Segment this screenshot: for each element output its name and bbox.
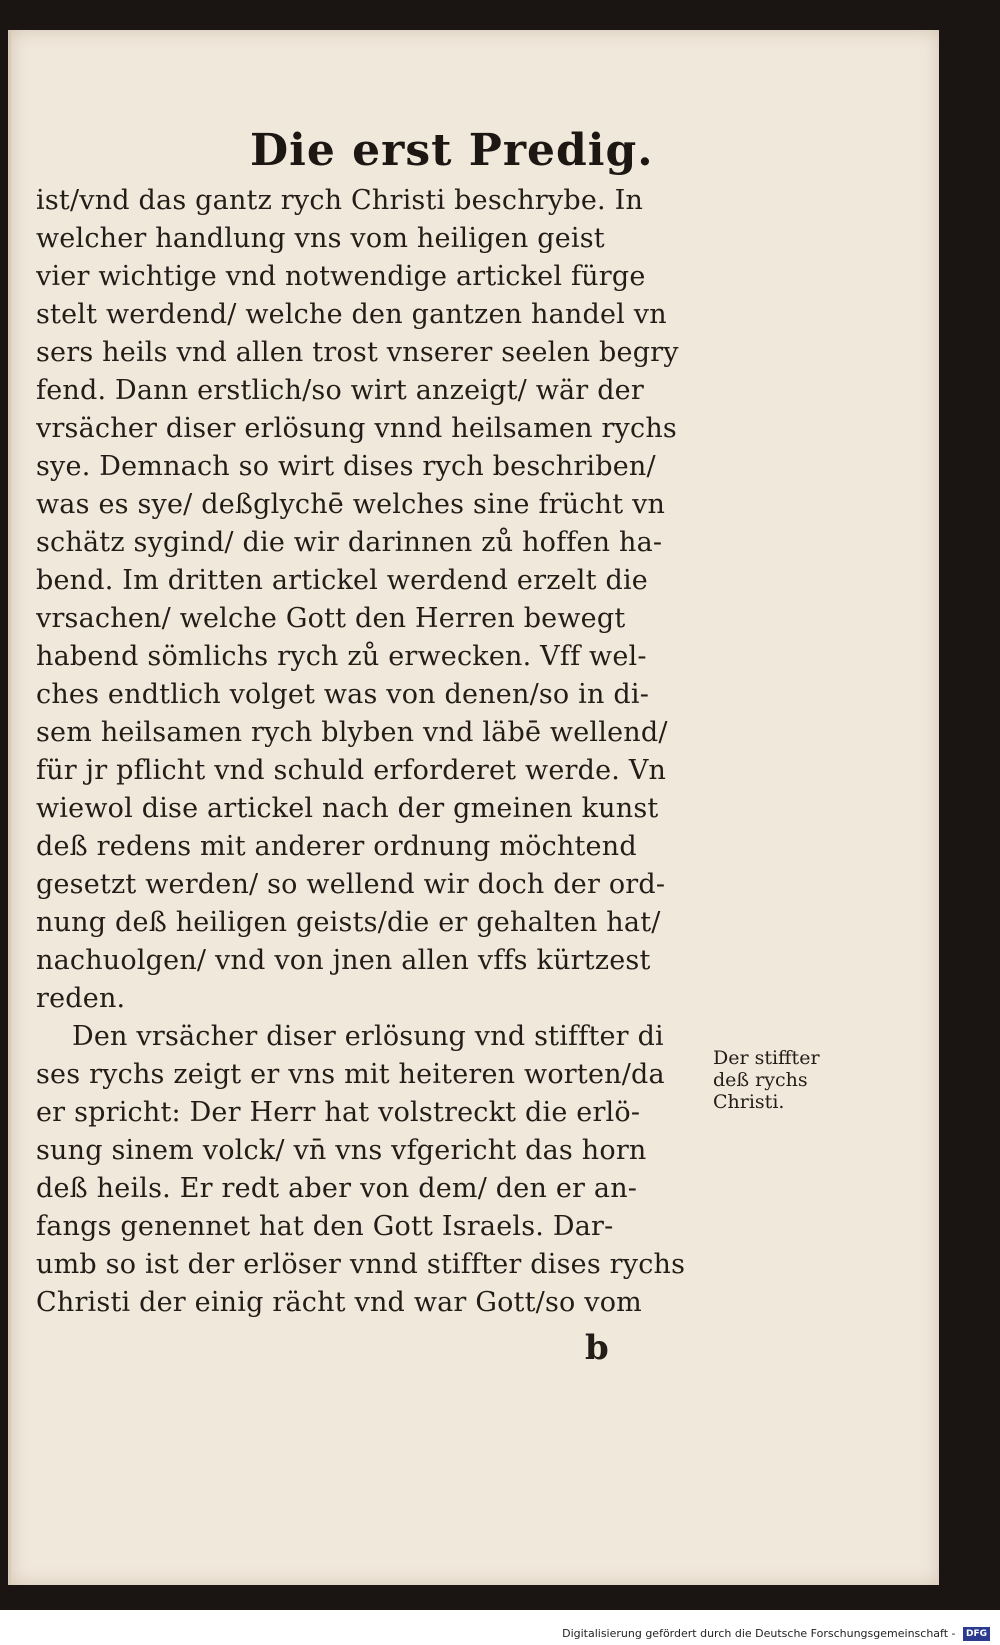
text-line: vrsächer diser erlösung vnnd heilsamen rychs — [36, 413, 677, 444]
page-heading: Die erst Predig. — [250, 125, 654, 176]
marginal-note-line: deß rychs — [713, 1069, 808, 1091]
text-line: nachuolgen/ vnd von jnen allen vffs kürtzest — [36, 945, 651, 976]
signature-mark: b — [585, 1328, 609, 1368]
marginal-note — [713, 1047, 843, 1113]
text-line: welcher handlung vns vom heiligen geist — [36, 223, 605, 254]
text-line: deß redens mit anderer ordnung möchtend — [36, 831, 637, 862]
marginal-note-line: Christi. — [713, 1091, 785, 1113]
text-line: wiewol dise artickel nach der gmeinen kunst — [36, 793, 659, 824]
text-line: bend. Im dritten artickel werdend erzelt die — [36, 565, 648, 596]
dfg-logo: DFG — [963, 1627, 990, 1641]
text-line: habend sömlichs rych zů erwecken. Vff wel- — [36, 641, 647, 672]
marginal-note-line: Der stiffter — [713, 1047, 820, 1069]
footer-credit-text: Digitalisierung gefördert durch die Deutsche Forschungsgemeinschaft - — [562, 1627, 956, 1640]
text-line: Christi der einig rächt vnd war Gott/so vom — [36, 1287, 642, 1318]
text-line: er spricht: Der Herr hat volstreckt die erlö- — [36, 1097, 641, 1128]
text-line: stelt werdend/ welche den gantzen handel vn — [36, 299, 667, 330]
text-line: Den vrsächer diser erlösung vnd stiffter di — [72, 1021, 664, 1052]
text-line: ses rychs zeigt er vns mit heiteren worten/da — [36, 1059, 665, 1090]
text-line: umb so ist der erlöser vnnd stiffter dises rychs — [36, 1249, 686, 1280]
text-line: sem heilsamen rych blyben vnd läbē wellend/ — [36, 717, 668, 748]
text-line: fangs genennet hat den Gott Israels. Dar- — [36, 1211, 614, 1242]
text-line: schätz sygind/ die wir darinnen zů hoffen ha- — [36, 527, 663, 558]
text-line: fend. Dann erstlich/so wirt anzeigt/ wär der — [36, 375, 644, 406]
text-line: sung sinem volck/ vn̄ vns vfgericht das horn — [36, 1135, 647, 1166]
text-line: deß heils. Er redt aber von dem/ den er an- — [36, 1173, 638, 1204]
text-line: ist/vnd das gantz rych Christi beschrybe. In — [36, 185, 644, 216]
text-line: vrsachen/ welche Gott den Herren bewegt — [36, 603, 626, 634]
text-line: ches endtlich volget was von denen/so in di- — [36, 679, 650, 710]
text-line: gesetzt werden/ so wellend wir doch der ord- — [36, 869, 666, 900]
footer-credit — [0, 1622, 1000, 1645]
text-line: was es sye/ deßglychē welches sine frücht vn — [36, 489, 666, 520]
text-line: reden. — [36, 983, 126, 1014]
text-line: nung deß heiligen geists/die er gehalten hat/ — [36, 907, 661, 938]
text-line: sye. Demnach so wirt dises rych beschriben/ — [36, 451, 656, 482]
text-line: sers heils vnd allen trost vnserer seelen begry — [36, 337, 679, 368]
text-line: für jr pflicht vnd schuld erforderet werde. Vn — [36, 755, 667, 786]
text-line: vier wichtige vnd notwendige artickel fürge — [36, 261, 646, 292]
